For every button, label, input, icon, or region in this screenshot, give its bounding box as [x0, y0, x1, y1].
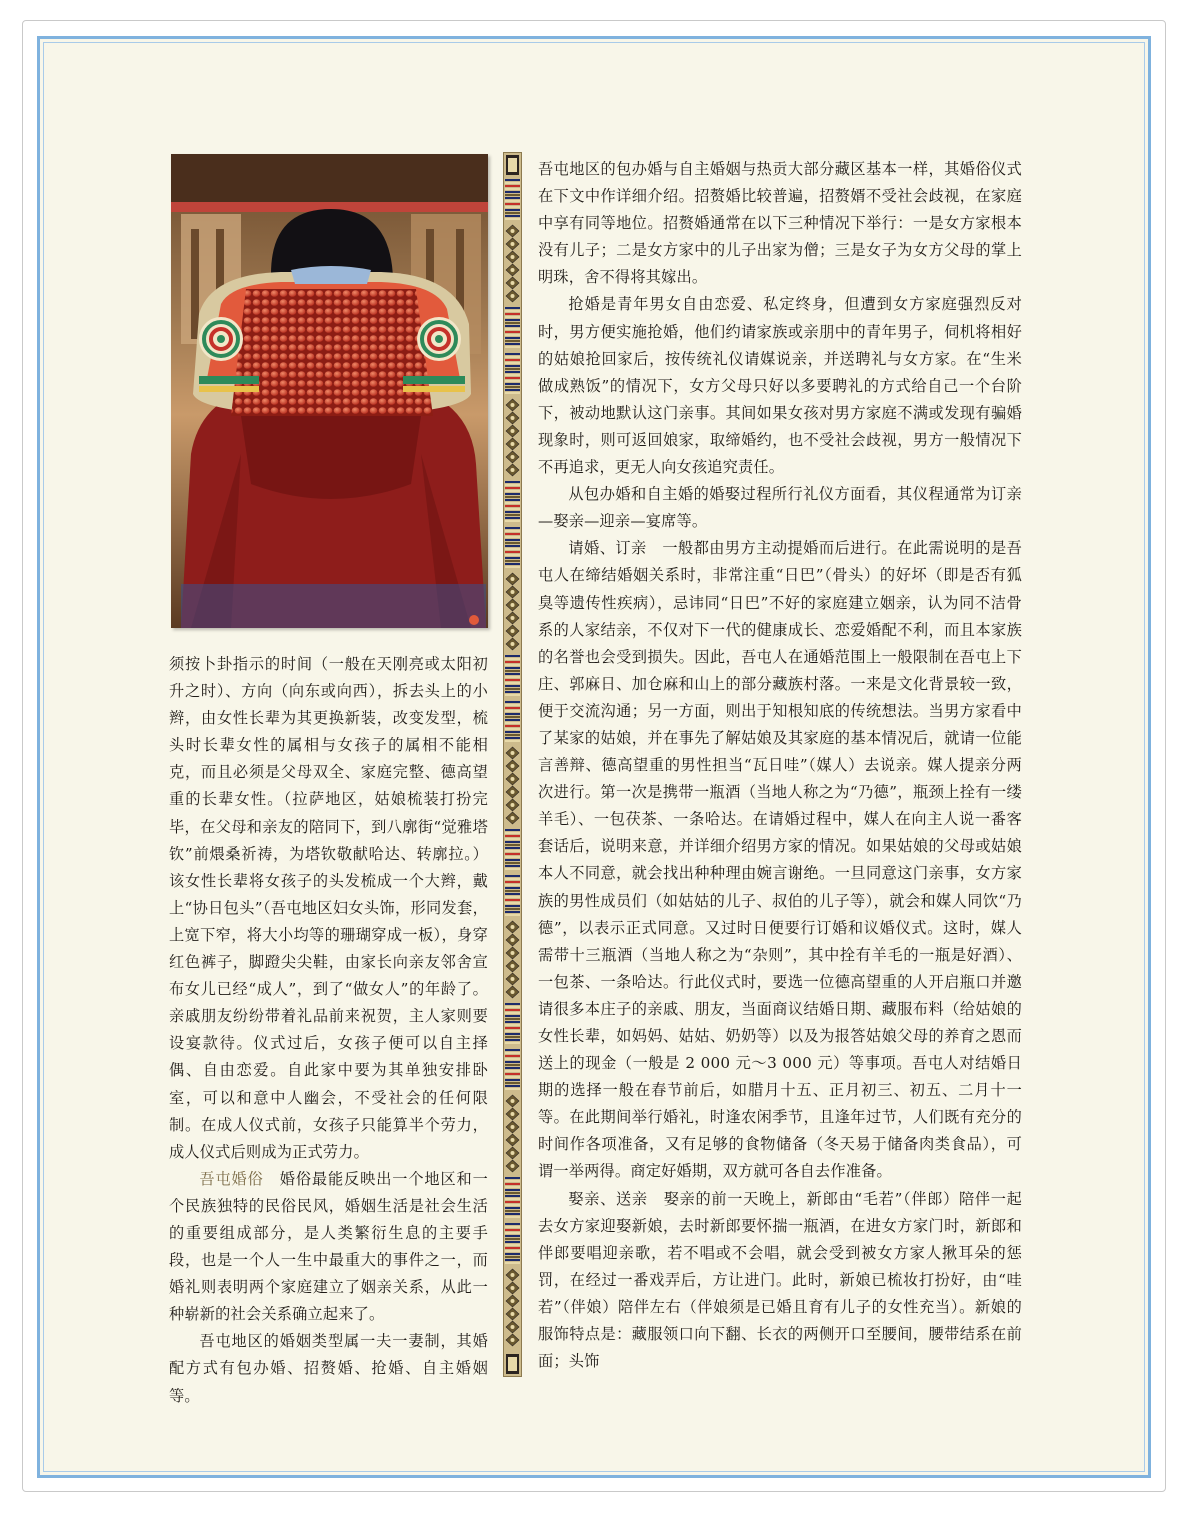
left-paragraph-2	[169, 1166, 488, 1329]
woman-back-headdress-photo-icon	[171, 154, 488, 628]
swirl-ornament-right	[417, 317, 461, 361]
section-heading-wedding-custom: 吾屯婚俗	[199, 1169, 264, 1188]
right-paragraph-5-text: 娶亲的前一天晚上，新郎由“毛若”（伴郎）陪伴一起去女方家迎娶新娘，去时新郎要怀揣一瓶酒，在进女方家门时，新郎和伴郎要唱迎亲歌，若不唱或不会唱，就会受到被女方家人揪耳朵的惩罚，在经过一番戏弄后，方让进门。此时，新娘已梳妆打扮好，由“哇若”（伴娘）陪伴左右（伴娘须是已婚且育有儿子的女性充当）。新娘的服饰特点是：藏服领口向下翻、长衣的两侧开口至腰间，腰带结系在前面；头饰	[538, 1189, 1023, 1371]
right-paragraph-4-text: 一般都由男方主动提婚而后进行。在此需说明的是吾屯人在缔结婚姻关系时，非常注重“日巴”（骨头）的好坏（即是否有狐臭等遗传性疾病），忌讳同“日巴”不好的家庭建立姻亲，认为同不洁骨系的人家结亲，不仅对下一代的健康成长、恋爱婚配不利，而且本家族的名誉也会受到损失。因此，吾屯人在通婚范围上一般限制在吾屯上下庄、郭麻日、加仓麻和山上的部分藏族村落。一来是文化背景较一致，便于交流沟通；另一方面，则出于知根知底的传统想法。当男方家看中了某家的姑娘，并在事先了解姑娘及其家庭的基本情况后，就请一位能言善辩、德高望重的男性担当“瓦日哇”（媒人）去说亲。媒人提亲分两次进行。第一次是携带一瓶酒（当地人称之为“乃德”，瓶颈上拴有一缕羊毛）、一包茯茶、一条哈达。在请婚过程中，媒人在向主人说一番客套话后，说明来意，并详细介绍男方家的情况。如果姑娘的父母或姑娘本人不同意，就会找出种种理由婉言谢绝。一旦同意这门亲事，女方家族的男性成员们（如姑姑的儿子、叔伯的儿子等），就会和媒人同饮“乃德”，以表示正式同意。又过时日便要行订婚和议婚仪式。这时，媒人需带十三瓶酒（当地人称之为“杂则”，其中拴有羊毛的一瓶是好酒）、一包茶、一条哈达。行此仪式时，要选一位德高望重的人开启瓶口并邀请很多本庄子的亲戚、朋友，当面商议结婚日期、藏服布料（给姑娘的女性长辈，如妈妈、姑姑、奶奶等）以及为报答姑娘父母的养育之恩而送上的现金（一般是 2 000 元～3 000 元）等事项。吾屯人对结婚日期的选择一般在春节前后，如腊月十五、正月初三、初五、二月十一等。在此期间举行婚礼，时逢农闲季节，且逢年过节，人们既有充分的时间作各项准备，又有足够的食物储备（冬天易于储备肉类食品），可谓一举两得。商定好婚期，双方就可各自去作准备。	[538, 539, 1023, 1181]
subheading-bride-escort: 娶亲、送亲	[568, 1189, 648, 1208]
left-paragraph-1: 须按卜卦指示的时间（一般在天刚亮或太阳初升之时）、方向（向东或向西），拆去头上的小辫，由女性长辈为其更换新装，改变发型，梳头时长辈女性的属相与女孩子的属相不能相克，而且必须是父母双全、家庭完整、德高望重的长辈女性。（拉萨地区，姑娘梳装打扮完毕，在父母和亲友的陪同下，到八廓街“觉雅塔钦”前煨桑祈祷，为塔钦敬献哈达、转廓拉。）该女性长辈将女孩子的头发梳成一个大辫，戴上“协日包头”（吾屯地区妇女头饰，形同发套，上宽下窄，将大小均等的珊瑚穿成一板），身穿红色裤子，脚蹬尖尖鞋，由家长向亲友邻舍宣布女儿已经“成人”，到了“做女人”的年龄了。亲戚朋友纷纷带着礼品前来祝贺，主人家则要设宴款待。仪式过后，女孩子便可以自主择偶、自由恋爱。自此家中要为其单独安排卧室，可以和意中人幽会，不受社会的任何限制。在成人仪式前，女孩子只能算半个劳力，成人仪式后则成为正式劳力。	[169, 655, 488, 1161]
swirl-ornament-left	[199, 317, 243, 361]
left-text-column	[169, 651, 488, 1410]
decorative-border-strip	[503, 152, 522, 1377]
right-paragraph-3: 从包办婚和自主婚的婚娶过程所行礼仪方面看，其仪程通常为订亲—娶亲—迎亲—宴席等。	[538, 485, 1022, 531]
right-text-column	[538, 156, 1022, 1375]
left-paragraph-3: 吾屯地区的婚姻类型属一夫一妻制，其婚配方式有包办婚、招赘婚、抢婚、自主婚姻等。	[169, 1332, 488, 1405]
subheading-engagement: 请婚、订亲	[568, 539, 647, 558]
right-paragraph-2: 抢婚是青年男女自由恋爱、私定终身，但遭到女方家庭强烈反对时，男方便实施抢婚，他们约请家族或亲朋中的青年男子，伺机将相好的姑娘抢回家后，按传统礼仪请媒说亲，并送聘礼与女方家。在“生米做成熟饭”的情况下，女方父母只好以多要聘礼的方式给自己一个台阶下，被动地默认这门亲事。其间如果女孩对男方家庭不满或发现有骗婚现象时，则可返回娘家，取缔婚约，也不受社会歧视，男方一般情况下不再追求，更无人向女孩追究责任。	[538, 295, 1022, 477]
left-paragraph-2-text: 婚俗最能反映出一个地区和一个民族独特的民俗民风，婚姻生活是社会生活的重要组成部分，是人类繁衍生息的主要手段，也是一个人一生中最重大的事件之一，而婚礼则表明两个家庭建立了姻亲关系，从此一种崭新的社会关系确立起来了。	[169, 1169, 488, 1324]
tibetan-textile-border-icon	[504, 153, 521, 1376]
headdress-photo	[171, 154, 488, 628]
right-paragraph-1: 吾屯地区的包办婚与自主婚姻与热贡大部分藏区基本一样，其婚俗仪式在下文中作详细介绍。招赘婚比较普遍，招赘婿不受社会歧视，在家庭中享有同等地位。招赘婚通常在以下三种情况下举行：一是女方家根本没有儿子；二是女方家中的儿子出家为僧；三是女子为女方父母的掌上明珠，舍不得将其嫁出。	[538, 160, 1022, 287]
right-paragraph-5	[538, 1186, 1022, 1376]
right-paragraph-4	[538, 535, 1022, 1185]
